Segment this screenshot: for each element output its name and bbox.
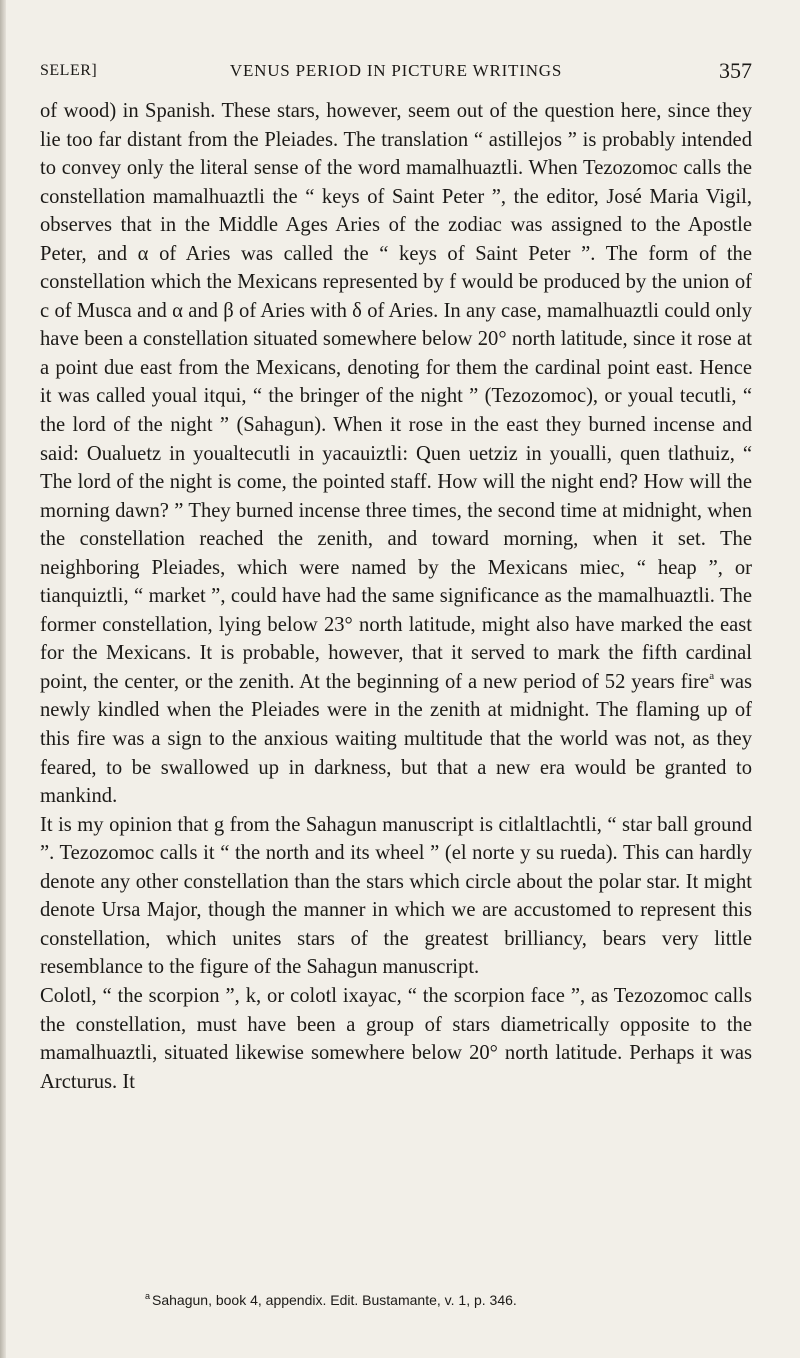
running-head-author: SELER] [40,62,98,79]
body-text [40,97,752,1096]
footnote [145,1292,745,1308]
paragraph [40,97,752,811]
footnote-text: Sahagun, book 4, appendix. Edit. Bustamante, v. 1, p. 346. [152,1292,517,1308]
running-head-title: VENUS PERIOD IN PICTURE WRITINGS [229,61,563,80]
running-head [40,58,752,84]
footnote-mark: a [145,1291,151,1301]
footnote-reference[interactable]: a [709,669,715,682]
binding-edge [0,0,6,1358]
paragraph-text: of wood) in Spanish. These stars, however, seem out of the question here, since they lie too far distant from the Pleiades. The translation “ astillejos ” is probably intended to convey only the literal sense of the word mamalhuaztli. When Tezozomoc calls the constellation mamalhuaztli the “ keys of Saint Peter ”, the editor, José Maria Vigil, observes that in the Middle Ages Aries of the zodiac was assigned to the Apostle Peter, and α of Aries was called the “ keys of Saint Peter ”. The form of the constellation which the Mexicans represented by f would be produced by the union of c of Musca and α and β of Aries with δ of Aries. In any case, mamalhuaztli could only have been a constellation situated somewhere below 20° north latitude, since it rose at a point due east from the Mexicans, denoting for them the cardinal point east. Hence it was called youal itqui, “ the bringer of the night ” (Tezozomoc), or youal tecutli, “ the lord of the night ” (Sahagun). When it rose in the east they burned incense and said: Oualuetz in youaltecutli in yacauiztli: Quen uetziz in youalli, quen tlathuiz, “ The lord of the night is come, the pointed staff. How will the night end? How will the morning dawn? ” They burned incense three times, the second time at midnight, when the constellation reached the zenith, and toward morning, when it set. The neighboring Pleiades, which were named by the Mexicans miec, “ heap ”, or tianquiztli, “ market ”, could have had the same significance as the mamalhuaztli. The former constellation, lying below 23° north latitude, might also have marked the east for the Mexicans. It is probable, however, that it served to mark the fifth cardinal point, the center, or the zenith. At the beginning of a new period of 52 years fire [40,100,752,693]
page-number: 357 [719,58,752,83]
paragraph: It is my opinion that g from the Sahagun manuscript is citlaltlachtli, “ star ball ground ”. Tezozomoc calls it “ the north and its wheel ” (el norte y su rueda). This can hardly denote any other constellation than the stars which circle about the polar star. It might denote Ursa Major, though the manner in which we are accustomed to represent this constellation, which unites stars of the greatest brilliancy, bears very little resemblance to the figure of the Sahagun manuscript. [40,813,752,979]
paragraph-text-continued: was newly kindled when the Pleiades were in the zenith at midnight. The flaming up of this fire was a sign to the anxious waiting multitude that the world was not, as they feared, to be swallowed up in darkness, but that a new era would be granted to mankind. [40,670,752,808]
paragraph: Colotl, “ the scorpion ”, k, or colotl ixayac, “ the scorpion face ”, as Tezozomoc calls the constellation, must have been a group of stars diametrically opposite to the mamalhuaztli, situated likewise somewhere below 20° north latitude. Perhaps it was Arcturus. It [40,984,752,1093]
